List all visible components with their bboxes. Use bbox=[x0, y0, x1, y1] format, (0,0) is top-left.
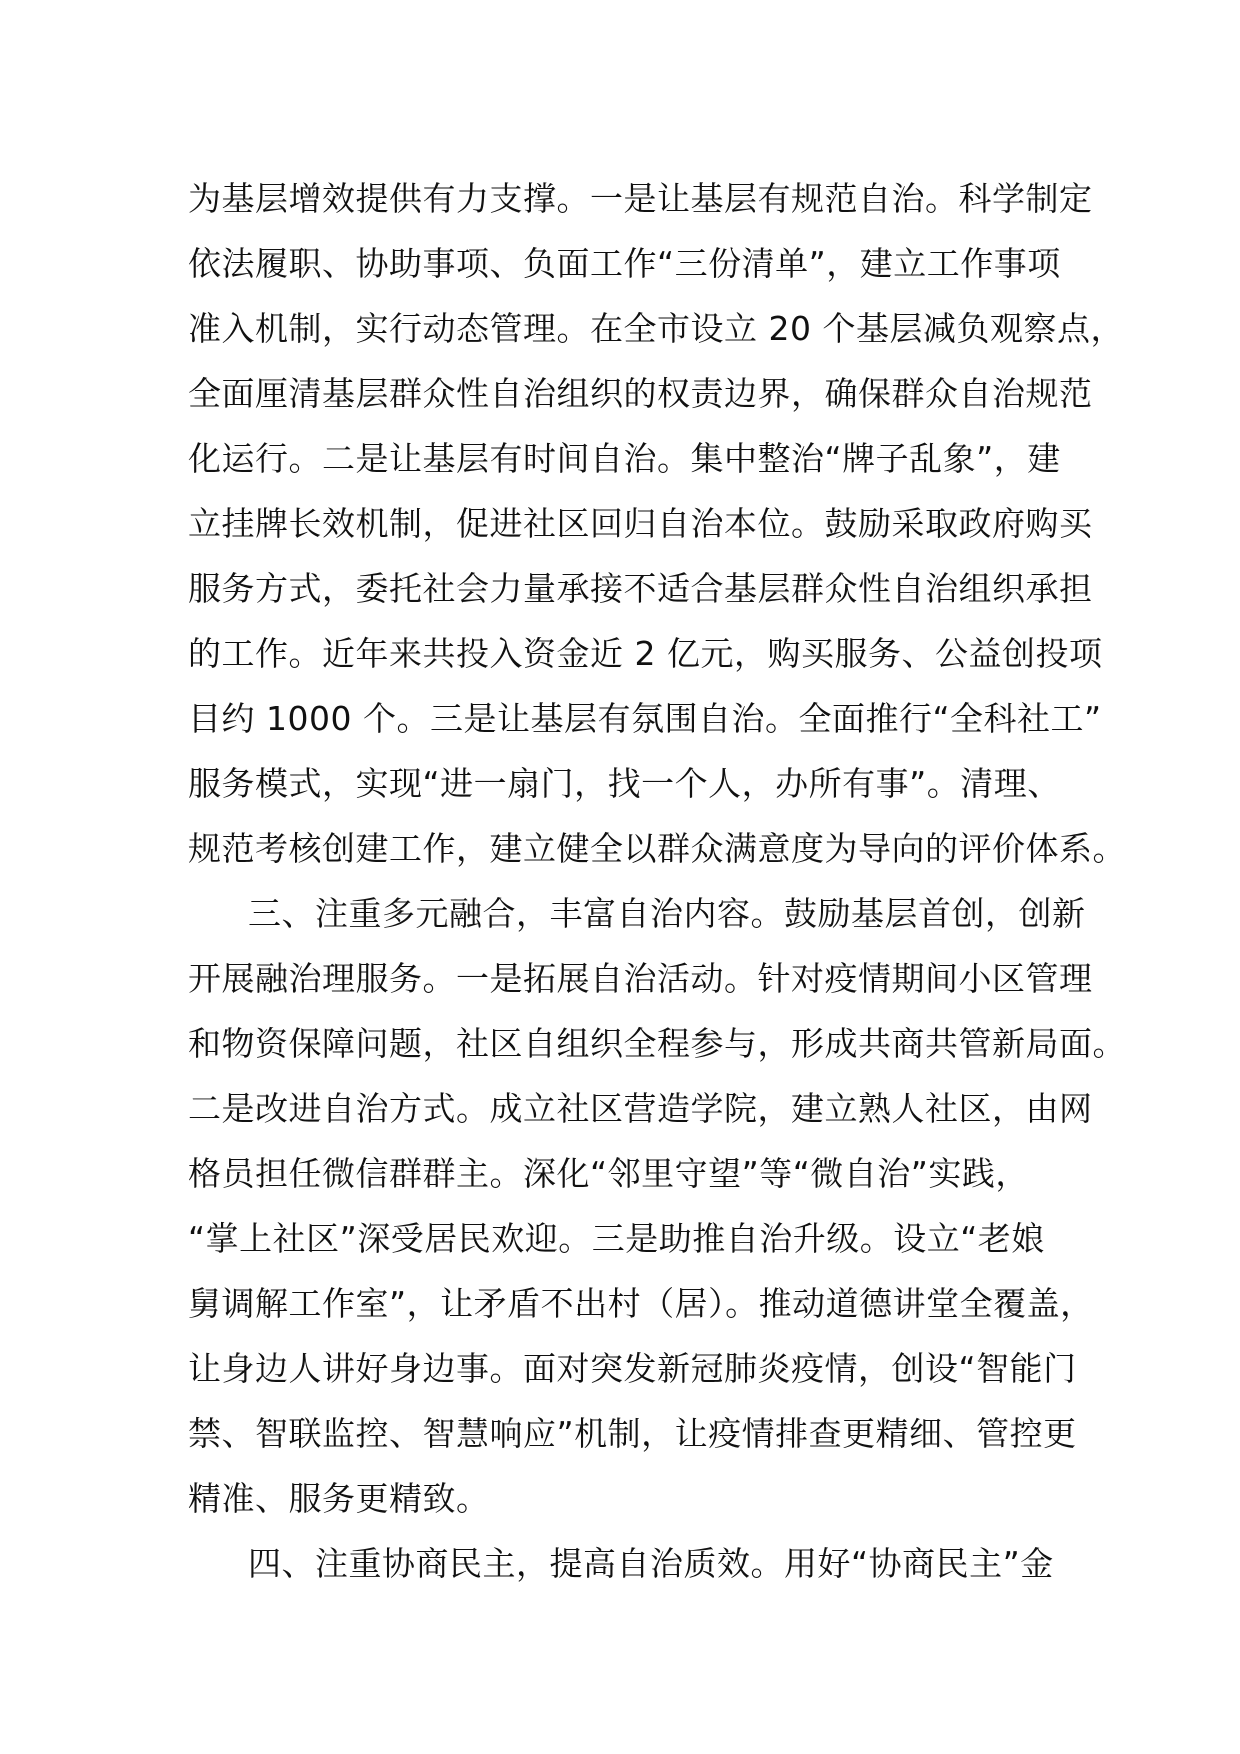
text-line: 为基层增效提供有力支撑。一是让基层有规范自治。科学制定 bbox=[188, 179, 1093, 218]
text-line: 准入机制，实行动态管理。在全市设立 20 个基层减负观察点， bbox=[188, 309, 1124, 348]
text-line: 开展融治理服务。一是拓展自治活动。针对疫情期间小区管理 bbox=[188, 959, 1093, 998]
section-heading-line: 四、注重协商民主，提高自治质效。用好“协商民主”金 bbox=[248, 1544, 1054, 1583]
text-line: 让身边人讲好身边事。面对突发新冠肺炎疫情，创设“智能门 bbox=[188, 1349, 1077, 1388]
text-line: 依法履职、协助事项、负面工作“三份清单”，建立工作事项 bbox=[188, 244, 1061, 283]
text-line: 禁、智联监控、智慧响应”机制，让疫情排查更精细、管控更 bbox=[188, 1414, 1077, 1453]
text-line: 目约 1000 个。三是让基层有氛围自治。全面推行“全科社工” bbox=[188, 699, 1102, 738]
body-text bbox=[188, 166, 1126, 1596]
text-line: 精准、服务更精致。 bbox=[188, 1479, 490, 1518]
text-line: 和物资保障问题，社区自组织全程参与，形成共商共管新局面。 bbox=[188, 1024, 1126, 1063]
text-line: 规范考核创建工作，建立健全以群众满意度为导向的评价体系。 bbox=[188, 829, 1126, 868]
text-line: 服务方式，委托社会力量承接不适合基层群众性自治组织承担 bbox=[188, 569, 1093, 608]
text-line: 舅调解工作室”，让矛盾不出村（居）。推动道德讲堂全覆盖， bbox=[188, 1284, 1094, 1323]
text-line: 二是改进自治方式。成立社区营造学院，建立熟人社区，由网 bbox=[188, 1089, 1093, 1128]
text-line: 化运行。二是让基层有时间自治。集中整治“牌子乱象”，建 bbox=[188, 439, 1061, 478]
text-line: 格员担任微信群群主。深化“邻里守望”等“微自治”实践， bbox=[188, 1154, 1029, 1193]
text-line: 服务模式，实现“进一扇门，找一个人，办所有事”。清理、 bbox=[188, 764, 1061, 803]
text-line: 的工作。近年来共投入资金近 2 亿元，购买服务、公益创投项 bbox=[188, 634, 1103, 673]
section-heading-line: 三、注重多元融合，丰富自治内容。鼓励基层首创，创新 bbox=[248, 894, 1086, 933]
text-line: 立挂牌长效机制，促进社区回归自治本位。鼓励采取政府购买 bbox=[188, 504, 1093, 543]
text-line: “掌上社区”深受居民欢迎。三是助推自治升级。设立“老娘 bbox=[188, 1219, 1045, 1258]
text-line: 全面厘清基层群众性自治组织的权责边界，确保群众自治规范 bbox=[188, 374, 1093, 413]
